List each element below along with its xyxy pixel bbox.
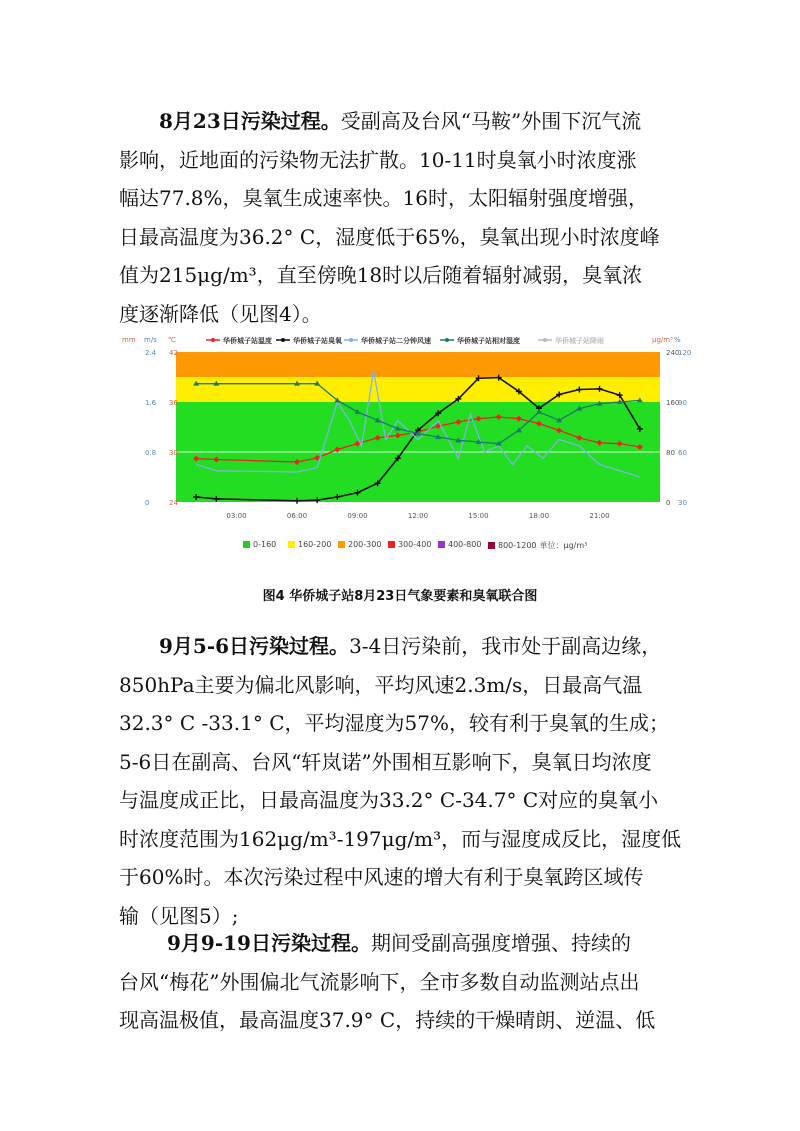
text-line: 影响，近地面的污染物无法扩散。10-11时臭氧小时浓度涨 xyxy=(119,147,637,172)
left-unit-c: ℃ xyxy=(168,336,176,344)
band-legend-item xyxy=(243,540,276,549)
band-legend-item xyxy=(438,540,481,549)
legend-marker xyxy=(281,338,285,342)
text-line: 现高温极值，最高温度37.9° C，持续的干燥晴朗、逆温、低 xyxy=(119,1008,656,1032)
band-legend-item xyxy=(388,540,431,549)
right-tick-pct: 120 xyxy=(678,349,692,357)
left-unit-mm: mm xyxy=(122,336,136,344)
band-unit-label: 单位：μg/m³ xyxy=(539,541,588,550)
weather-ozone-chart xyxy=(118,330,692,562)
band-legend-swatch xyxy=(438,541,445,548)
text-line: 台风“梅花”外围偏北气流影响下，全市多数自动监测站点出 xyxy=(119,969,640,994)
band-legend-swatch xyxy=(388,541,395,548)
band-legend-item xyxy=(288,540,331,549)
legend-marker xyxy=(445,338,449,342)
text-line: 幅达77.8%，臭氧生成速率快。16时，太阳辐射强度增强， xyxy=(119,186,648,210)
legend-marker xyxy=(349,338,353,342)
paragraph-sep9-19 xyxy=(119,924,681,1040)
x-tick-label: 18:00 xyxy=(528,512,550,520)
legend-label: 华侨城子站降雨 xyxy=(555,337,604,345)
text-line: 32.3° C -33.1° C，平均湿度为57%，较有利于臭氧的生成； xyxy=(119,711,669,735)
figure-caption: 图4 华侨城子站8月23日气象要素和臭氧联合图 xyxy=(262,589,538,604)
text-line: 于60%时。本次污染过程中风速的增大有利于臭氧跨区域传 xyxy=(119,865,644,889)
left-tick-c: 42 xyxy=(169,349,178,357)
legend-label: 华侨城子站二分钟风速 xyxy=(361,337,431,345)
left-tick-ms: 1.6 xyxy=(145,399,157,407)
text-line: 日最高温度为36.2° C，湿度低于65%，臭氧出现小时浓度峰 xyxy=(119,224,660,249)
right-tick-ug: 0 xyxy=(666,499,671,507)
left-tick-ms: 0 xyxy=(145,499,150,507)
paragraph-sep5-6 xyxy=(119,627,681,935)
concentration-band-legend xyxy=(243,540,603,556)
text-line: 输（见图5）; xyxy=(119,903,239,928)
text-line: 850hPa主要为偏北风影响，平均风速2.3m/s，日最高气温 xyxy=(119,672,643,697)
x-tick-label: 03:00 xyxy=(226,512,247,520)
legend-label: 华侨城子站温度 xyxy=(223,337,272,345)
band-legend-item xyxy=(488,540,587,551)
x-tick-label: 15:00 xyxy=(468,512,489,520)
band-legend-label: 200-300 xyxy=(348,540,382,549)
legend-label: 华侨城子站臭氧 xyxy=(293,337,342,345)
legend-label: 华侨城子站相对湿度 xyxy=(457,337,520,345)
right-tick-ug: 80 xyxy=(666,449,675,457)
left-tick-c: 24 xyxy=(169,499,178,507)
right-tick-pct: 60 xyxy=(678,449,687,457)
legend-marker xyxy=(543,338,547,342)
ozone-band-2 xyxy=(176,352,660,377)
right-tick-pct: 30 xyxy=(678,499,687,507)
paragraph-heading: 9月5-6日污染过程。 xyxy=(159,634,350,658)
paragraph-heading: 8月23日污染过程。 xyxy=(159,109,341,133)
legend-marker xyxy=(211,338,215,342)
band-legend-swatch xyxy=(288,541,295,548)
band-legend-swatch xyxy=(488,542,495,549)
band-legend-item xyxy=(338,540,381,549)
right-tick-ug: 240 xyxy=(666,349,680,357)
paragraph-heading: 9月9-19日污染过程。 xyxy=(167,931,371,955)
left-unit-ms: m/s xyxy=(144,336,157,344)
band-legend-label: 0-160 xyxy=(253,540,277,549)
band-legend-swatch xyxy=(243,541,250,548)
text-line: 受副高及台风“马鞍”外围下沉气流 xyxy=(340,109,642,133)
x-tick-label: 06:00 xyxy=(286,512,308,520)
band-legend-swatch xyxy=(338,541,345,548)
left-tick-c: 30 xyxy=(169,449,178,457)
text-line: 5-6日在副高、台风“轩岚诺”外围相互影响下，臭氧日均浓度 xyxy=(119,749,652,774)
right-tick-pct: 90 xyxy=(678,399,687,407)
text-line: 时浓度范围为162μg/m³-197μg/m³，而与湿度成反比，湿度低 xyxy=(119,826,682,851)
text-line: 与温度成正比，日最高温度为33.2° C-34.7° C对应的臭氧小 xyxy=(119,788,659,812)
right-tick-ug: 160 xyxy=(666,399,680,407)
left-tick-ms: 2.4 xyxy=(145,349,157,357)
x-tick-label: 09:00 xyxy=(347,512,368,520)
x-tick-label: 12:00 xyxy=(407,512,429,520)
text-line: 值为215μg/m³，直至傍晚18时以后随着辐射减弱，臭氧浓 xyxy=(119,263,643,287)
left-tick-c: 36 xyxy=(169,399,178,407)
band-legend-label: 400-800 xyxy=(448,540,482,549)
left-tick-ms: 0.8 xyxy=(145,449,157,457)
x-tick-label: 21:00 xyxy=(589,512,610,520)
text-line: 期间受副高强度增强、持续的 xyxy=(370,931,631,955)
band-legend-label: 800-1200 xyxy=(498,541,537,550)
right-unit-ug: μg/m³ xyxy=(652,336,673,344)
right-unit-pct: % xyxy=(674,336,681,344)
text-line: 度逐渐降低（见图4）。 xyxy=(119,301,322,326)
band-legend-label: 160-200 xyxy=(298,540,332,549)
paragraph-aug23 xyxy=(119,102,681,333)
band-legend-label: 300-400 xyxy=(398,540,432,549)
text-line: 3-4日污染前，我市处于副高边缘， xyxy=(349,634,662,658)
